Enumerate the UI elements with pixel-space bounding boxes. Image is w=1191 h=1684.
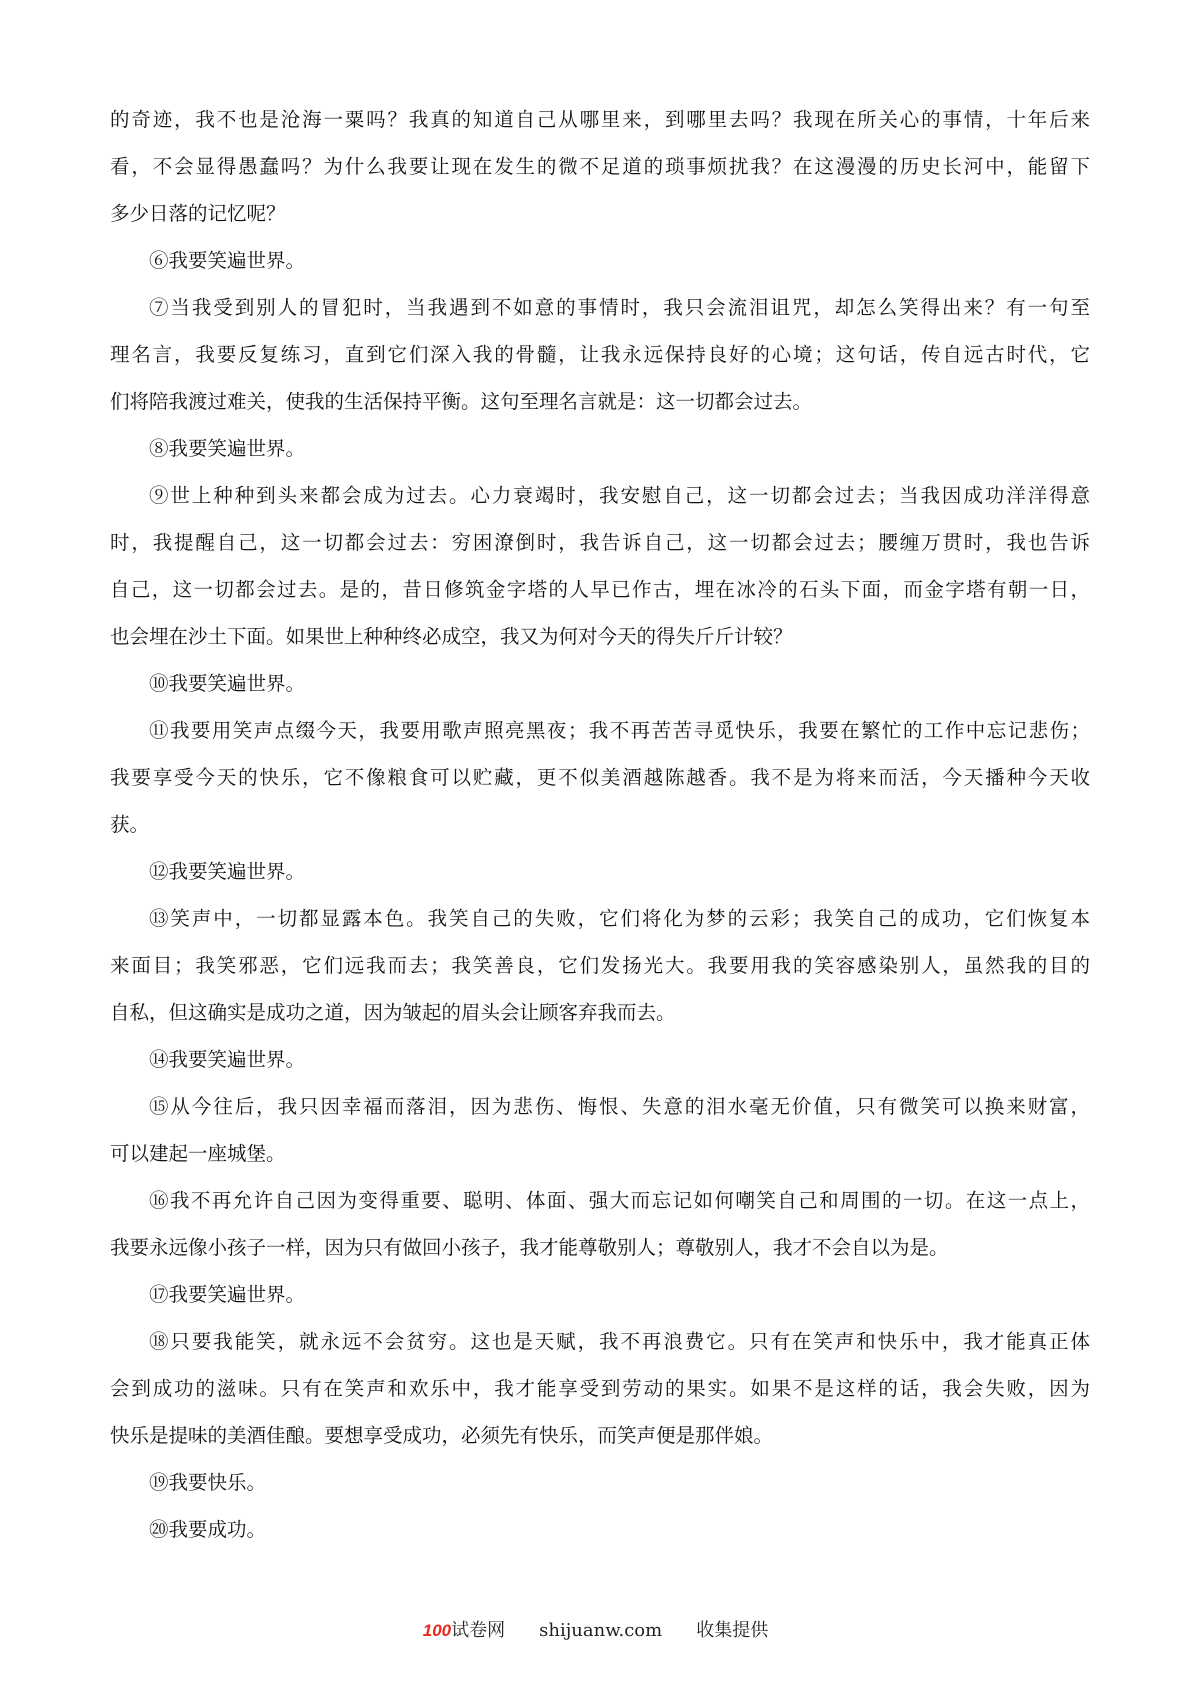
- paragraph-line: 也会埋在沙土下面。如果世上种种终必成空，我又为何对今天的得失斤斤计较？: [110, 625, 793, 648]
- site-name: 试卷网: [451, 1620, 506, 1641]
- paragraph-line: 获。: [110, 813, 150, 836]
- paragraph-line: ⑬笑声中，一切都显露本色。我笑自己的失败，它们将化为梦的云彩；我笑自己的成功，它们恢复本: [149, 907, 1090, 930]
- paragraph-line: ⑯我不再允许自己因为变得重要、聪明、体面、强大而忘记如何嘲笑自己和周围的一切。在这一点上，: [149, 1189, 1090, 1212]
- paragraph-line: 多少日落的记忆呢？: [110, 202, 286, 225]
- paragraph-p7: [110, 284, 1090, 425]
- paragraph-line: ⑲我要快乐。: [149, 1471, 267, 1494]
- paragraph-line: 的奇迹，我不也是沧海一粟吗？我真的知道自己从哪里来，到哪里去吗？我现在所关心的事情，十年后来: [110, 108, 1090, 131]
- paragraph-line: ⑧我要笑遍世界。: [149, 437, 306, 460]
- paragraph-line: ⑦当我受到别人的冒犯时，当我遇到不如意的事情时，我只会流泪诅咒，却怎么笑得出来？有一句至: [149, 296, 1090, 319]
- paragraph-line: ⑫我要笑遍世界。: [149, 860, 306, 883]
- paragraph-p19: [110, 1459, 1090, 1506]
- paragraph-line: ⑨世上种种到头来都会成为过去。心力衰竭时，我安慰自己，这一切都会过去；当我因成功洋洋得意: [149, 484, 1090, 507]
- paragraph-line: ⑮从今往后，我只因幸福而落泪，因为悲伤、悔恨、失意的泪水毫无价值，只有微笑可以换来财富，: [149, 1095, 1090, 1118]
- paragraph-line: 可以建起一座城堡。: [110, 1142, 286, 1165]
- paragraph-line: ⑱只要我能笑，就永远不会贫穷。这也是天赋，我不再浪费它。只有在笑声和快乐中，我才能真正体: [149, 1330, 1090, 1353]
- paragraph-p16: [110, 1177, 1090, 1271]
- paragraph-line: ⑩我要笑遍世界。: [149, 672, 306, 695]
- paragraph-line: ⑳我要成功。: [149, 1518, 267, 1541]
- paragraph-p6: [110, 237, 1090, 284]
- paragraph-p20: [110, 1506, 1090, 1553]
- paragraph-line: ⑪我要用笑声点缀今天，我要用歌声照亮黑夜；我不再苦苦寻觅快乐，我要在繁忙的工作中忘记悲伤；: [149, 719, 1090, 742]
- page-footer: [0, 1616, 1191, 1642]
- paragraph-p13: [110, 895, 1090, 1036]
- paragraph-line: 快乐是提味的美酒佳酿。要想享受成功，必须先有快乐，而笑声便是那伴娘。: [110, 1424, 774, 1447]
- paragraph-line: 自私，但这确实是成功之道，因为皱起的眉头会让顾客弃我而去。: [110, 1001, 676, 1024]
- footer-note: 收集提供: [696, 1620, 769, 1641]
- paragraph-line: 来面目；我笑邪恶，它们远我而去；我笑善良，它们发扬光大。我要用我的笑容感染别人，虽然我的目的: [110, 954, 1090, 977]
- paragraph-line: 我要享受今天的快乐，它不像粮食可以贮藏，更不似美酒越陈越香。我不是为将来而活，今天播种今天收: [110, 766, 1090, 789]
- paragraph-line: 们将陪我渡过难关，使我的生活保持平衡。这句至理名言就是：这一切都会过去。: [110, 390, 813, 413]
- paragraph-line: ⑥我要笑遍世界。: [149, 249, 306, 272]
- paragraph-p14: [110, 1036, 1090, 1083]
- paragraph-line: ⑭我要笑遍世界。: [149, 1048, 306, 1071]
- paragraph-line: 看，不会显得愚蠢吗？为什么我要让现在发生的微不足道的琐事烦扰我？在这漫漫的历史长河中，能留下: [110, 155, 1090, 178]
- paragraph-p12: [110, 848, 1090, 895]
- paragraph-p17: [110, 1271, 1090, 1318]
- paragraph-p11: [110, 707, 1090, 848]
- paragraph-line: 时，我提醒自己，这一切都会过去：穷困潦倒时，我告诉自己，这一切都会过去；腰缠万贯时，我也告诉: [110, 531, 1090, 554]
- site-logo: 100: [422, 1621, 452, 1640]
- paragraph-line: ⑰我要笑遍世界。: [149, 1283, 306, 1306]
- document-body: [110, 96, 1090, 1553]
- paragraph-p9: [110, 472, 1090, 660]
- paragraph-p18: [110, 1318, 1090, 1459]
- paragraph-p10: [110, 660, 1090, 707]
- paragraph-p0: [110, 96, 1090, 237]
- paragraph-p15: [110, 1083, 1090, 1177]
- paragraph-line: 会到成功的滋味。只有在笑声和欢乐中，我才能享受到劳动的果实。如果不是这样的话，我会失败，因为: [110, 1377, 1090, 1400]
- paragraph-line: 理名言，我要反复练习，直到它们深入我的骨髓，让我永远保持良好的心境；这句话，传自远古时代，它: [110, 343, 1090, 366]
- paragraph-p8: [110, 425, 1090, 472]
- paragraph-line: 自己，这一切都会过去。是的，昔日修筑金字塔的人早已作古，埋在冰冷的石头下面，而金字塔有朝一日，: [110, 578, 1090, 601]
- paragraph-line: 我要永远像小孩子一样，因为只有做回小孩子，我才能尊敬别人；尊敬别人，我才不会自以为是。: [110, 1236, 949, 1259]
- site-url[interactable]: shijuanw.com: [539, 1620, 663, 1641]
